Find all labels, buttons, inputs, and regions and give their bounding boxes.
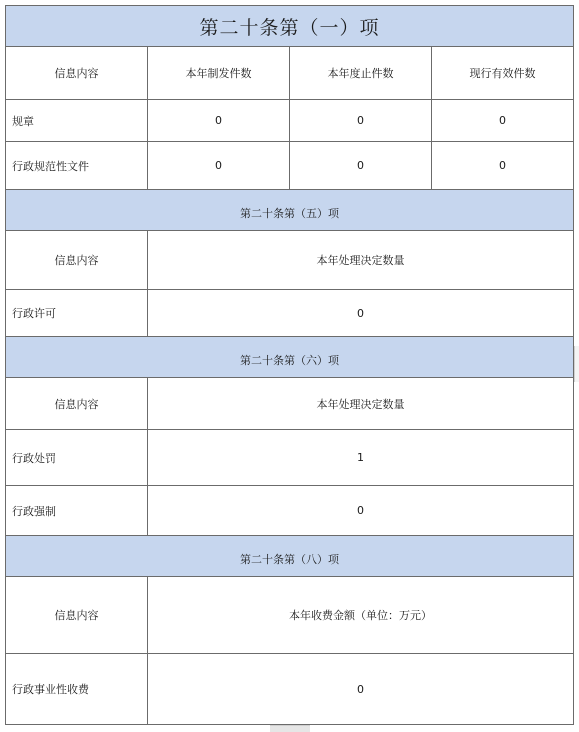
header-abolished-count: 本年度止件数	[290, 47, 432, 100]
table-row	[6, 100, 574, 142]
info-disclosure-table	[5, 5, 574, 725]
header-fee-amount: 本年收费金额（单位：万元）	[148, 577, 574, 654]
section-8-title: 第二十条第（八）项	[6, 536, 574, 577]
cell-value: 0	[148, 654, 574, 725]
row-label-administrative-license: 行政许可	[6, 290, 148, 337]
cell-value: 0	[148, 486, 574, 536]
section-6-title-row	[6, 337, 574, 378]
cell-value: 0	[290, 100, 432, 142]
cell-value: 1	[148, 430, 574, 486]
table-row	[6, 430, 574, 486]
row-label-administrative-fees: 行政事业性收费	[6, 654, 148, 725]
section-1-title-row	[6, 6, 574, 47]
cell-value: 0	[148, 100, 290, 142]
header-info-content: 信息内容	[6, 577, 148, 654]
table-row	[6, 486, 574, 536]
section-6-title: 第二十条第（六）项	[6, 337, 574, 378]
row-label-administrative-enforcement: 行政强制	[6, 486, 148, 536]
header-decision-count: 本年处理决定数量	[148, 378, 574, 430]
cell-value: 0	[432, 142, 574, 190]
cell-value: 0	[148, 290, 574, 337]
header-info-content: 信息内容	[6, 47, 148, 100]
section-5-header-row	[6, 231, 574, 290]
section-5-title: 第二十条第（五）项	[6, 190, 574, 231]
table-row	[6, 290, 574, 337]
header-valid-count: 现行有效件数	[432, 47, 574, 100]
table-row	[6, 654, 574, 725]
section-1-header-row	[6, 47, 574, 100]
header-decision-count: 本年处理决定数量	[148, 231, 574, 290]
cell-value: 0	[290, 142, 432, 190]
cell-value: 0	[432, 100, 574, 142]
table-row	[6, 142, 574, 190]
section-8-header-row	[6, 577, 574, 654]
row-label-normative-documents: 行政规范性文件	[6, 142, 148, 190]
row-label-administrative-penalty: 行政处罚	[6, 430, 148, 486]
cell-value: 0	[148, 142, 290, 190]
header-info-content: 信息内容	[6, 378, 148, 430]
right-edge-handle	[574, 346, 579, 382]
header-info-content: 信息内容	[6, 231, 148, 290]
row-label-regulations: 规章	[6, 100, 148, 142]
header-issued-count: 本年制发件数	[148, 47, 290, 100]
section-1-title: 第二十条第（一）项	[6, 6, 574, 47]
section-8-title-row	[6, 536, 574, 577]
section-5-title-row	[6, 190, 574, 231]
section-6-header-row	[6, 378, 574, 430]
